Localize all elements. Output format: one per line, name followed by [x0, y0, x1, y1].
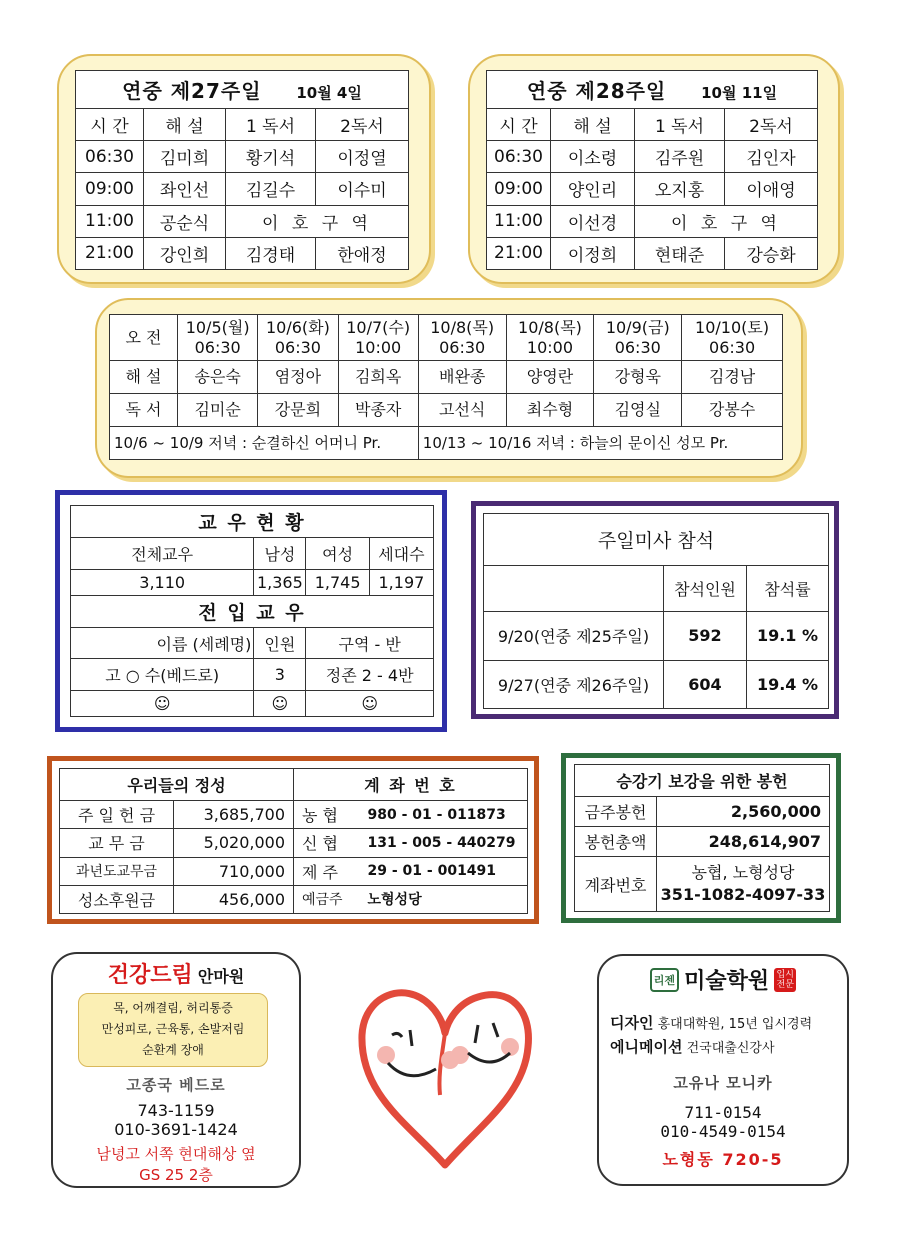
cell: 19.1 % — [746, 612, 828, 661]
cell: 금주봉헌 — [575, 797, 657, 827]
table-row — [60, 857, 528, 885]
smile-icon: ☺ — [254, 690, 306, 716]
attendance-table — [483, 513, 829, 709]
weekday-label-am: 오 전 — [110, 315, 178, 361]
cell: 592 — [664, 612, 747, 661]
cell: 최수형 — [506, 394, 594, 427]
cell: 김경태 — [226, 237, 316, 269]
cell: 신 협 — [294, 829, 360, 857]
cell: 강승화 — [725, 237, 818, 269]
members-table — [70, 505, 434, 717]
massage-sub: 안마원 — [197, 967, 245, 986]
cell: 강인희 — [144, 237, 226, 269]
cell: 한애정 — [316, 237, 409, 269]
cell: 06:30 — [76, 141, 144, 173]
cell: 604 — [664, 660, 747, 709]
service-line: 순환계 장애 — [142, 1043, 204, 1057]
massage-addr1: 남녕고 서쪽 현대해상 옆 — [96, 1145, 256, 1163]
table-row — [60, 829, 528, 857]
weekday-date-3: 10/8(목) 06:30 — [418, 315, 506, 361]
heart-faces-illustration — [350, 975, 540, 1170]
cell: 전체교우 — [71, 538, 254, 570]
cell: 과년도교무금 — [60, 857, 174, 885]
week27-title: 연중 제27주일 — [122, 79, 262, 103]
week27-head-comment: 해 설 — [144, 109, 226, 141]
table-row — [575, 827, 830, 857]
cell: 3,685,700 — [174, 801, 294, 829]
cell: 세대수 — [369, 538, 433, 570]
cell: 남성 — [254, 538, 306, 570]
cell: 교 무 금 — [60, 829, 174, 857]
cell: 이정열 — [316, 141, 409, 173]
cell: 248,614,907 — [657, 827, 830, 857]
table-row — [484, 612, 829, 661]
massage-phone1: 743-1159 — [137, 1101, 215, 1120]
service-line: 만성피로, 근육통, 손발저림 — [101, 1022, 245, 1036]
weekday-note-2: 10/13 ~ 10/16 저녁 : 하늘의 문이신 성모 Pr. — [418, 427, 782, 460]
art-line2-bold: 에니메이션 — [610, 1038, 683, 1056]
table-row — [76, 205, 409, 237]
attendance-title: 주일미사 참석 — [484, 514, 829, 566]
cell: 3 — [254, 659, 306, 691]
cell: 06:30 — [487, 141, 551, 173]
cell: 공순식 — [144, 205, 226, 237]
week27-head-time: 시 간 — [76, 109, 144, 141]
cell: 29 - 01 - 001491 — [360, 857, 528, 885]
massage-owner: 고종국 베드로 — [126, 1076, 226, 1094]
cell: 이애영 — [725, 173, 818, 205]
week27-date: 10월 4일 — [296, 84, 362, 102]
cell: 김길수 — [226, 173, 316, 205]
cell: 참석인원 — [664, 566, 747, 612]
art-tag: 입시전문 — [774, 968, 796, 992]
cell: 봉헌총액 — [575, 827, 657, 857]
cell: 성소후원금 — [60, 885, 174, 913]
week28-head-comment: 해 설 — [551, 109, 635, 141]
cell: 고 ○ 수(베드로) — [71, 659, 254, 691]
weekday-date-1: 10/6(화) 06:30 — [258, 315, 338, 361]
cell: 김주원 — [635, 141, 725, 173]
offering-title: 우리들의 정성 — [60, 769, 294, 801]
art-logo-mark: 리젠 — [650, 968, 679, 992]
cell: 김희옥 — [338, 361, 418, 394]
cell: 21:00 — [487, 237, 551, 269]
massage-services — [78, 993, 268, 1067]
art-phone2: 010-4549-0154 — [660, 1122, 786, 1141]
cell: 양인리 — [551, 173, 635, 205]
weekday-label-reading: 독 서 — [110, 394, 178, 427]
cell: 9/20(연중 제25주일) — [484, 612, 664, 661]
cell: 양영란 — [506, 361, 594, 394]
cell: 좌인선 — [144, 173, 226, 205]
art-name: 미술학원 — [684, 969, 770, 994]
weekday-table — [109, 314, 783, 460]
cell: 노형성당 — [360, 885, 528, 913]
cell: 김경남 — [682, 361, 783, 394]
table-row — [487, 237, 818, 269]
week28-head-time: 시 간 — [487, 109, 551, 141]
table-row — [487, 141, 818, 173]
cell: 1,197 — [369, 569, 433, 595]
cell: 11:00 — [76, 205, 144, 237]
cell: 주 일 헌 금 — [60, 801, 174, 829]
cell: 농 협 — [294, 801, 360, 829]
cell: 3,110 — [71, 569, 254, 595]
week28-table — [486, 70, 818, 270]
massage-brand: 건강드림 — [107, 962, 193, 988]
art-line2: 건국대출신강사 — [686, 1041, 775, 1056]
table-row — [60, 885, 528, 913]
cell: 현태준 — [635, 237, 725, 269]
account-title: 계 좌 번 호 — [294, 769, 528, 801]
cell: 이선경 — [551, 205, 635, 237]
cell: 김미희 — [144, 141, 226, 173]
massage-phone2: 010-3691-1424 — [114, 1120, 238, 1139]
cell: 송은숙 — [178, 361, 258, 394]
table-row — [575, 797, 830, 827]
cell: 배완종 — [418, 361, 506, 394]
cell: 이름 (세례명) — [155, 627, 254, 659]
art-line1-bold: 디자인 — [610, 1014, 654, 1032]
cell: 이정희 — [551, 237, 635, 269]
table-row — [76, 173, 409, 205]
cell: 고선식 — [418, 394, 506, 427]
members-title: 교 우 현 황 — [71, 506, 434, 538]
cell: 11:00 — [487, 205, 551, 237]
cell: 2,560,000 — [657, 797, 830, 827]
cell: 09:00 — [76, 173, 144, 205]
cell: 황기석 — [226, 141, 316, 173]
week28-date: 10월 11일 — [701, 84, 778, 102]
cell: 강봉수 — [682, 394, 783, 427]
cell: 이소령 — [551, 141, 635, 173]
building-account: 농협, 노형성당 351-1082-4097-33 — [657, 857, 830, 912]
cell: 19.4 % — [746, 660, 828, 709]
week27-head-reading1: 1 독서 — [226, 109, 316, 141]
week28-head-reading2: 2독서 — [725, 109, 818, 141]
cell: 김영실 — [594, 394, 682, 427]
service-line: 목, 어깨결림, 허리통증 — [113, 1001, 233, 1015]
cell: 이 호 구 역 — [635, 205, 818, 237]
weekday-label-comment: 해 설 — [110, 361, 178, 394]
cell: 이수미 — [316, 173, 409, 205]
table-row — [110, 361, 783, 394]
cell: 5,020,000 — [174, 829, 294, 857]
cell: 131 - 005 - 440279 — [360, 829, 528, 857]
cell: 오지홍 — [635, 173, 725, 205]
cell: 21:00 — [76, 237, 144, 269]
week27-table — [75, 70, 409, 270]
cell: 제 주 — [294, 857, 360, 885]
massage-addr2: GS 25 2층 — [139, 1166, 213, 1184]
cell: 9/27(연중 제26주일) — [484, 660, 664, 709]
smile-icon: ☺ — [71, 690, 254, 716]
cell: 980 - 01 - 011873 — [360, 801, 528, 829]
cell: 1,745 — [306, 569, 369, 595]
week28-title: 연중 제28주일 — [526, 79, 667, 103]
cell: 예금주 — [294, 885, 360, 913]
building-title: 승강기 보강을 위한 봉헌 — [575, 765, 830, 797]
cell: 강형욱 — [594, 361, 682, 394]
week27-head-reading2: 2독서 — [316, 109, 409, 141]
weekday-date-6: 10/10(토) 06:30 — [682, 315, 783, 361]
new-members-title: 전 입 교 우 — [71, 595, 434, 627]
cell: 09:00 — [487, 173, 551, 205]
cell: 계좌번호 — [575, 857, 657, 912]
weekday-date-5: 10/9(금) 06:30 — [594, 315, 682, 361]
art-owner: 고유나 모니카 — [673, 1074, 773, 1092]
smile-icon: ☺ — [306, 690, 434, 716]
cell: 참석률 — [746, 566, 828, 612]
table-row — [487, 205, 818, 237]
art-addr: 노형동 720-5 — [662, 1150, 784, 1169]
cell: 정존 2 - 4반 — [306, 659, 434, 691]
cell: 710,000 — [174, 857, 294, 885]
building-table — [574, 764, 830, 912]
table-row — [60, 801, 528, 829]
art-phone1: 711-0154 — [684, 1103, 762, 1122]
cell: 김인자 — [725, 141, 818, 173]
offering-table — [59, 768, 528, 914]
cell: 여성 — [306, 538, 369, 570]
weekday-date-2: 10/7(수) 10:00 — [338, 315, 418, 361]
table-row — [487, 173, 818, 205]
table-row — [110, 394, 783, 427]
weekday-date-0: 10/5(월) 06:30 — [178, 315, 258, 361]
cell: 이 호 구 역 — [226, 205, 409, 237]
cell: 박종자 — [338, 394, 418, 427]
cell: 인원 — [254, 627, 306, 659]
table-row — [76, 237, 409, 269]
cell: 김미순 — [178, 394, 258, 427]
cell: 456,000 — [174, 885, 294, 913]
cell: 구역 - 반 — [306, 627, 434, 659]
cell: 1,365 — [254, 569, 306, 595]
cell: 염정아 — [258, 361, 338, 394]
cell: 강문희 — [258, 394, 338, 427]
table-row — [76, 141, 409, 173]
art-line1: 홍대대학원, 15년 입시경력 — [657, 1017, 813, 1032]
table-row — [484, 660, 829, 709]
week28-head-reading1: 1 독서 — [635, 109, 725, 141]
weekday-note-1: 10/6 ~ 10/9 저녁 : 순결하신 어머니 Pr. — [110, 427, 419, 460]
weekday-date-4: 10/8(목) 10:00 — [506, 315, 594, 361]
